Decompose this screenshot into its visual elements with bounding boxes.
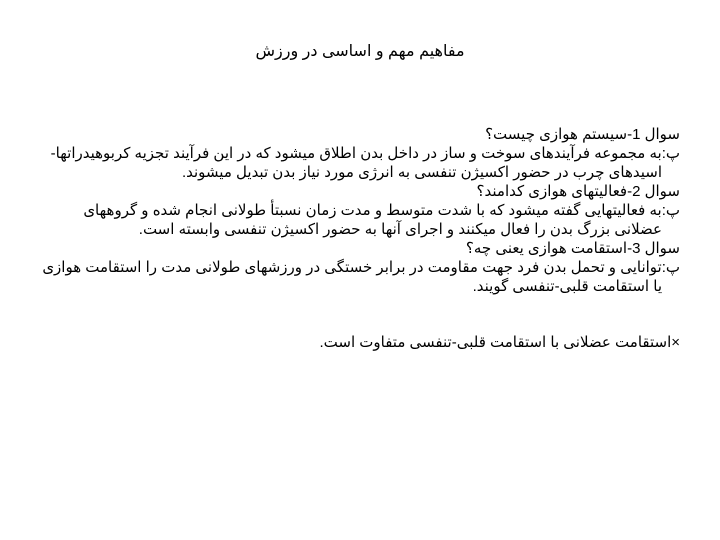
slide-body [40,125,680,352]
note-text: ×استقامت عضلانی با استقامت قلبی-تنفسی متفاوت است. [319,334,680,351]
question-3: سوال 3-استقامت هوازی یعنی چه؟ [465,240,680,257]
spacer [40,296,680,333]
question-2: سوال 2-فعالیتهای هوازی کدامند؟ [476,183,680,200]
answer-3: پ:توانایی و تحمل بدن فرد جهت مقاومت در برابر خستگی در ورزشهای طولانی مدت را استقامت هوازی یا استقامت قلبی-تنفسی گویند. [42,259,680,295]
question-1: سوال 1-سیستم هوازی چیست؟ [485,126,680,143]
slide-title: مفاهیم مهم و اساسی در ورزش [255,43,465,60]
answer-2: پ:به فعالیتهایی گفته میشود که با شدت متوسط و مدت زمان نسبتأ طولانی انجام شده و گروههای عضلانی بزرگ بدن را فعال میکنند و اجرای آنها به حضور اکسیژن تنفسی وابسته است. [83,202,680,238]
answer-1: پ:به مجموعه فرآیندهای سوخت و ساز در داخل بدن اطلاق میشود که در این فرآیند تجزیه کربوهیدراتها-اسیدهای چرب در حضور اکسیژن تنفسی به انرژی مورد نیاز بدن تبدیل میشوند. [50,145,680,181]
